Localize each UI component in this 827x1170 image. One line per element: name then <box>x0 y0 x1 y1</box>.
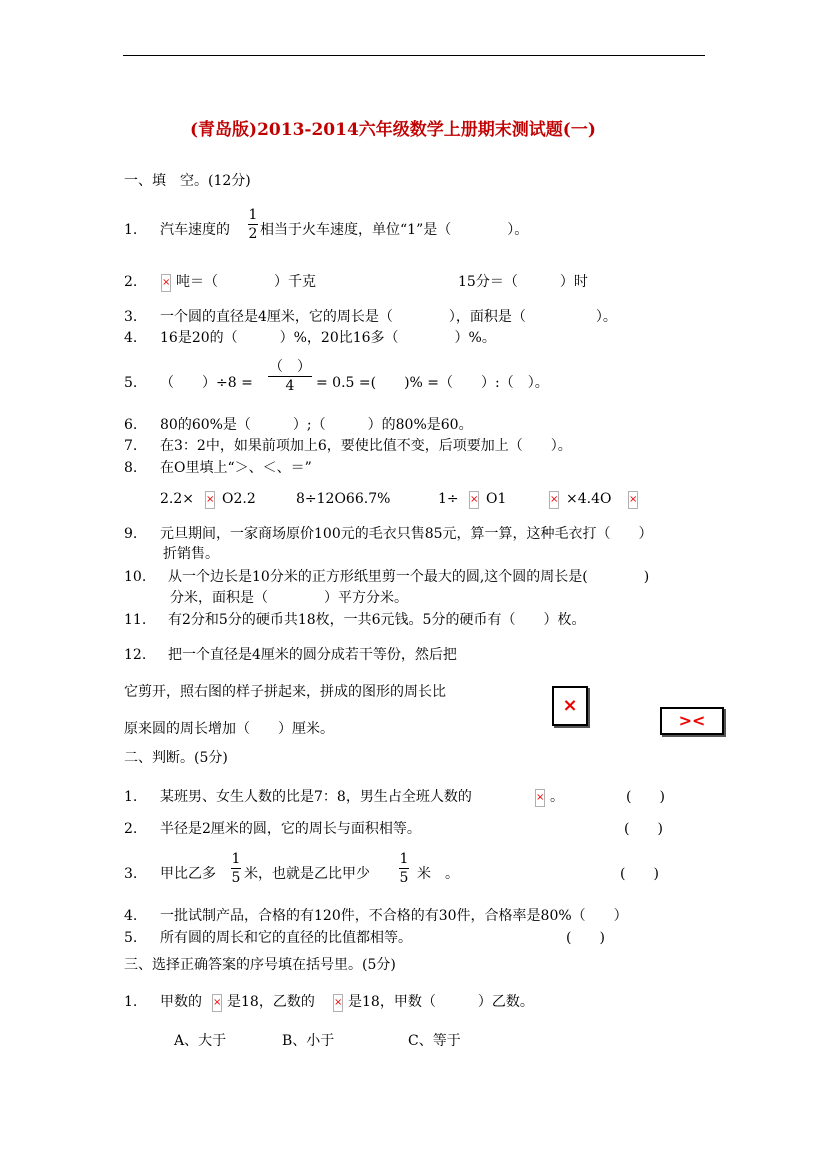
q9-number: 9. <box>124 526 138 542</box>
s3-q1-number: 1. <box>124 994 138 1010</box>
s2-q1-text: 某班男、女生人数的比是7：8，男生占全班人数的 <box>160 789 472 805</box>
broken-image-icon <box>469 491 479 509</box>
s2-q5-number: 5. <box>124 930 138 946</box>
q8-compare-3a: 1÷ <box>438 491 459 507</box>
rearranged-figure-image: >< <box>660 707 724 735</box>
q12-line-2: 它剪开，照右图的样子拼起来，拼成的图形的周长比 <box>124 684 446 700</box>
option-c: C、等于 <box>408 1033 461 1049</box>
s2-q3-pre: 甲比乙多 <box>160 866 216 882</box>
option-a: A、大于 <box>174 1033 227 1049</box>
q12-line-3: 原来圆的周长增加（ ）厘米。 <box>124 721 334 737</box>
page-title: (青岛版)2013-2014六年级数学上册期末测试题(一) <box>190 120 596 140</box>
circle-figure-image: × <box>552 686 588 726</box>
q4-text: 16是20的（ ）%，20比16多（ ）%。 <box>160 330 496 346</box>
q8-compare-4: ×4.4O <box>566 491 612 507</box>
broken-image-icon <box>549 491 559 509</box>
q3-text: 一个圆的直径是4厘米，它的周长是（ ），面积是（ ）。 <box>160 309 617 325</box>
s2-q5-paren: ( ) <box>566 930 605 946</box>
q5-pre: （ ）÷8 = <box>160 375 253 391</box>
section-3-heading: 三、选择正确答案的序号填在括号里。(5分) <box>124 957 396 973</box>
option-b: B、小于 <box>282 1033 335 1049</box>
q5-post: = 0.5 =( )% =（ ）:（ ）。 <box>316 375 549 391</box>
q6-text: 80的60%是（ ）;（ ）的80%是60。 <box>160 417 473 433</box>
q5-fraction: （ ） 4 <box>269 359 311 394</box>
broken-image-icon <box>205 491 215 509</box>
q2-number: 2. <box>124 274 138 290</box>
q6-number: 6. <box>124 417 138 433</box>
q12-line-1: 把一个直径是4厘米的圆分成若干等份，然后把 <box>168 647 457 663</box>
s2-q5-text: 所有圆的周长和它的直径的比值都相等。 <box>160 930 412 946</box>
q8-compare-3b: O1 <box>486 491 507 507</box>
q10-number: 10. <box>124 569 147 585</box>
q1-fraction: 1 2 <box>248 207 258 242</box>
q8-compare-1b: O2.2 <box>222 491 256 507</box>
broken-image-icon <box>161 274 171 292</box>
q11-number: 11. <box>124 612 147 628</box>
s3-q1-part-b: 是18，乙数的 <box>227 994 315 1010</box>
q3-number: 3. <box>124 309 138 325</box>
q9-line-1: 元旦期间，一家商场原价100元的毛衣只售85元，算一算，这种毛衣打（ ） <box>160 526 653 542</box>
s2-q4-text: 一批试制产品，合格的有120件，不合格的有30件，合格率是80%（ ） <box>160 908 628 924</box>
q4-number: 4. <box>124 330 138 346</box>
q8-compare-2: 8÷12O66.7% <box>296 491 391 507</box>
s2-q1-tail: 。 <box>550 789 564 805</box>
header-rule <box>123 55 705 56</box>
s2-q2-paren: ( ) <box>624 821 663 837</box>
q5-number: 5. <box>124 375 138 391</box>
broken-image-icon <box>212 994 222 1012</box>
q8-text: 在O里填上“＞、＜、＝” <box>160 460 312 476</box>
s2-q3-fraction-2: 1 5 <box>399 851 409 886</box>
s2-q1-paren: ( ) <box>626 789 665 805</box>
q12-number: 12. <box>124 647 147 663</box>
q1-number: 1. <box>124 222 138 238</box>
s3-q1-part-c: 是18，甲数（ ）乙数。 <box>348 994 534 1010</box>
q9-line-2: 折销售。 <box>163 546 219 562</box>
s2-q3-fraction-1: 1 5 <box>231 851 241 886</box>
q2-part-b: 15分＝（ ）时 <box>458 274 588 290</box>
s2-q3-number: 3. <box>124 866 138 882</box>
q1-post: 相当于火车速度，单位“1”是（ ）。 <box>260 222 529 238</box>
q7-number: 7. <box>124 438 138 454</box>
q11-text: 有2分和5分的硬币共18枚，一共6元钱。5分的硬币有（ ）枚。 <box>168 612 586 628</box>
broken-image-icon <box>628 491 638 509</box>
q7-text: 在3：2中，如果前项加上6，要使比值不变，后项要加上（ ）。 <box>160 438 572 454</box>
q1-pre: 汽车速度的 <box>160 222 230 238</box>
q10-line-2: 分米，面积是（ ）平方分米。 <box>170 590 408 606</box>
s3-q1-part-a: 甲数的 <box>160 994 202 1010</box>
q10-line-1: 从一个边长是10分米的正方形纸里剪一个最大的圆,这个圆的周长是( ) <box>168 569 650 585</box>
s2-q3-post: 米 。 <box>417 866 459 882</box>
s2-q2-number: 2. <box>124 821 138 837</box>
section-2-heading: 二、判断。(5分) <box>124 750 228 766</box>
q8-compare-1a: 2.2× <box>160 491 194 507</box>
s2-q3-mid: 米，也就是乙比甲少 <box>244 866 370 882</box>
s2-q3-paren: ( ) <box>620 866 659 882</box>
s2-q4-number: 4. <box>124 908 138 924</box>
broken-image-icon <box>333 994 343 1012</box>
q8-number: 8. <box>124 460 138 476</box>
s2-q1-number: 1. <box>124 789 138 805</box>
section-1-heading: 一、填 空。(12分) <box>124 173 251 189</box>
broken-image-icon <box>535 789 545 807</box>
s2-q2-text: 半径是2厘米的圆，它的周长与面积相等。 <box>160 821 421 837</box>
q2-part-a: 吨＝（ ）千克 <box>176 274 316 290</box>
